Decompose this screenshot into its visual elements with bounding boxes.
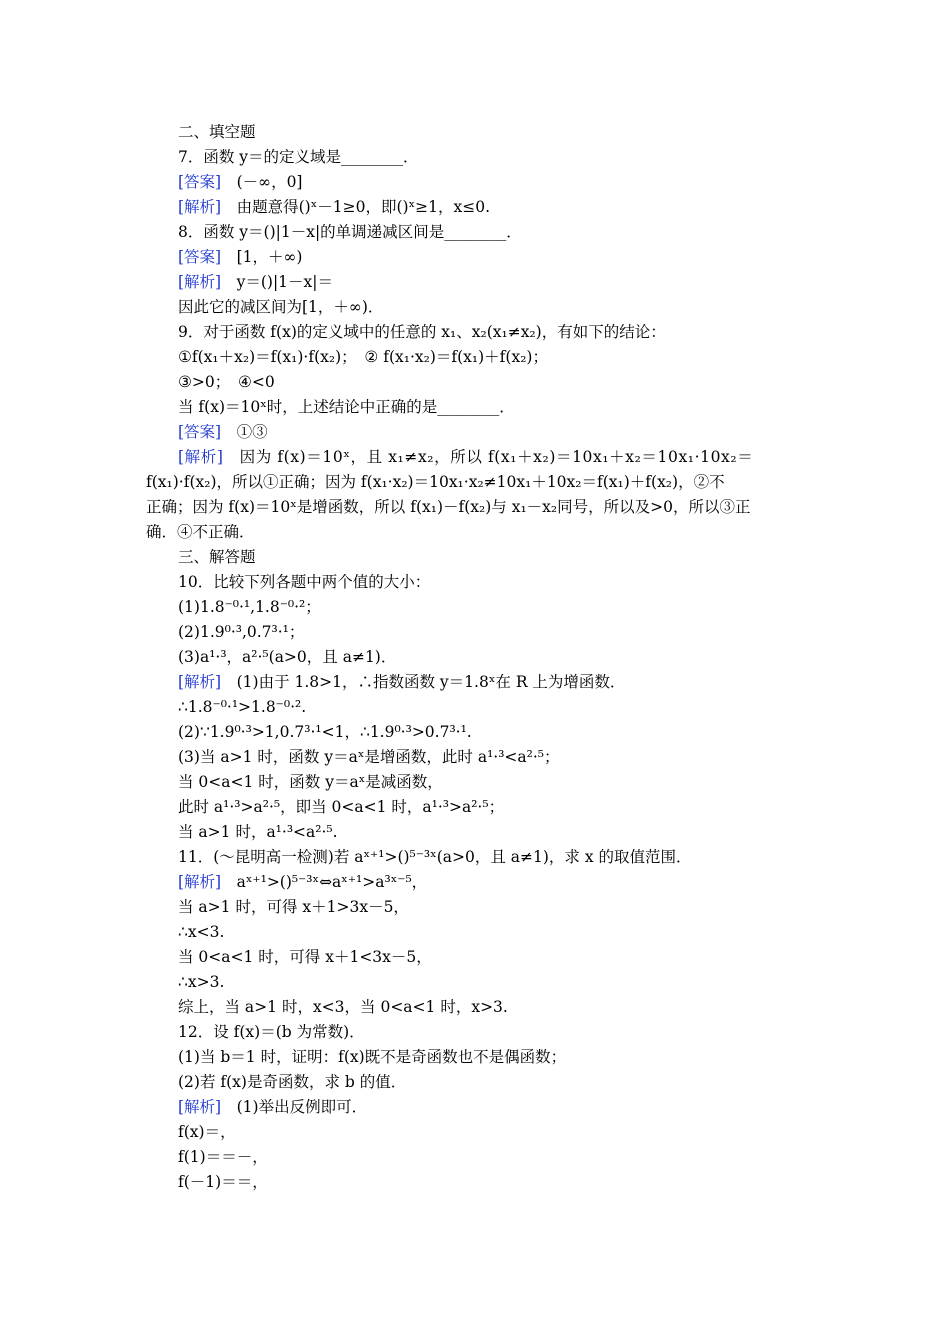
answer-tag: [答案] [178,423,222,441]
text-line: 当 f(x)＝10ˣ时，上述结论中正确的是________． [178,398,515,416]
analysis-tag: [解析] [178,873,222,891]
question-12: 12．设 f(x)＝(b 为常数)． [178,1023,365,1041]
analysis-tag: [解析] [178,673,222,691]
text-line: ①f(x₁＋x₂)＝f(x₁)·f(x₂)； ② f(x₁·x₂)＝f(x₁)＋f(x₂)； [178,348,548,366]
text-line: (1)当 b＝1 时，证明：f(x)既不是奇函数也不是偶函数； [178,1048,567,1066]
question-8: 8．函数 y＝()|1－x|的单调递减区间是________． [178,223,522,241]
text-line: f(－1)＝＝， [178,1173,268,1191]
text-line: ∴x<3. [178,923,225,941]
answer-7: [答案] (－∞，0] [178,173,303,191]
text-line: 正确；因为 f(x)＝10ˣ是增函数，所以 f(x₁)－f(x₂)与 x₁－x₂同号，所以及>0，所以③正 [146,498,751,516]
text-line: ∴x>3. [178,973,225,991]
text-line: 当 a>1 时，a¹·³<a²·⁵. [178,823,338,841]
text-line: 综上，当 a>1 时，x<3，当 0<a<1 时，x>3. [178,998,508,1016]
text-line: (3)当 a>1 时，函数 y＝aˣ是增函数，此时 a¹·³<a²·⁵； [178,748,560,766]
text-line: (3)a¹·³，a²·⁵(a>0，且 a≠1)． [178,648,397,666]
text-line: f(1)＝＝－， [178,1148,268,1166]
text-line: (2)若 f(x)是奇函数，求 b 的值． [178,1073,407,1091]
analysis-tag: [解析] [178,448,224,466]
analysis-10: [解析] (1)由于 1.8>1，∴指数函数 y＝1.8ˣ在 R 上为增函数． [178,673,626,691]
text-line: ③>0； ④<0 [178,373,275,391]
analysis-tag: [解析] [178,273,222,291]
text-line: 当 a>1 时，可得 x＋1>3x－5， [178,898,409,916]
text-line: 当 0<a<1 时，可得 x＋1<3x－5， [178,948,432,966]
analysis-12: [解析] (1)举出反例即可． [178,1098,368,1116]
text-line: (2)∵1.9⁰·³>1,0.7³·¹<1，∴1.9⁰·³>0.7³·¹. [178,723,472,741]
answer-tag: [答案] [178,173,222,191]
question-11: 11．(～昆明高一检测)若 aˣ⁺¹>()⁵⁻³ˣ(a>0，且 a≠1)，求 x 的取值范围． [178,848,692,866]
text-line: f(x₁)·f(x₂)，所以①正确；因为 f(x₁·x₂)＝10x₁·x₂≠10x₁＋10x₂＝f(x₁)＋f(x₂)，②不 [146,473,725,491]
section-heading: 三、解答题 [178,548,256,566]
text-line: f(x)＝， [178,1123,236,1141]
question-9: 9．对于函数 f(x)的定义域中的任意的 x₁、x₂(x₁≠x₂)，有如下的结论： [178,323,666,341]
text-line: 确．④不正确． [146,523,255,541]
text-line: 此时 a¹·³>a²·⁵，即当 0<a<1 时，a¹·³>a²·⁵； [178,798,505,816]
text-line: 因此它的减区间为[1，＋∞)． [178,298,384,316]
analysis-7: [解析] 由题意得()ˣ－1≥0，即()ˣ≥1，x≤0. [178,198,491,216]
question-10: 10．比较下列各题中两个值的大小： [178,573,431,591]
question-7: 7．函数 y＝的定义域是________． [178,148,419,166]
section-heading: 二、填空题 [178,123,256,141]
answer-tag: [答案] [178,248,222,266]
analysis-11: [解析] aˣ⁺¹>()⁵⁻³ˣ⇔aˣ⁺¹>a³ˣ⁻⁵， [178,873,428,891]
analysis-9: [解析] 因为 f(x)＝10ˣ，且 x₁≠x₂，所以 f(x₁＋x₂)＝10x₁＋x₂＝10x₁·10x₂＝ [178,448,754,466]
analysis-tag: [解析] [178,1098,222,1116]
analysis-8: [解析] y＝()|1－x|＝ [178,273,334,291]
text-line: (2)1.9⁰·³,0.7³·¹； [178,623,305,641]
text-line: (1)1.8⁻⁰·¹,1.8⁻⁰·²； [178,598,321,616]
text-line: 当 0<a<1 时，函数 y＝aˣ是减函数， [178,773,443,791]
answer-8: [答案] [1，＋∞) [178,248,303,266]
answer-9: [答案] ①③ [178,423,268,441]
analysis-tag: [解析] [178,198,222,216]
text-line: ∴1.8⁻⁰·¹>1.8⁻⁰·². [178,698,307,716]
